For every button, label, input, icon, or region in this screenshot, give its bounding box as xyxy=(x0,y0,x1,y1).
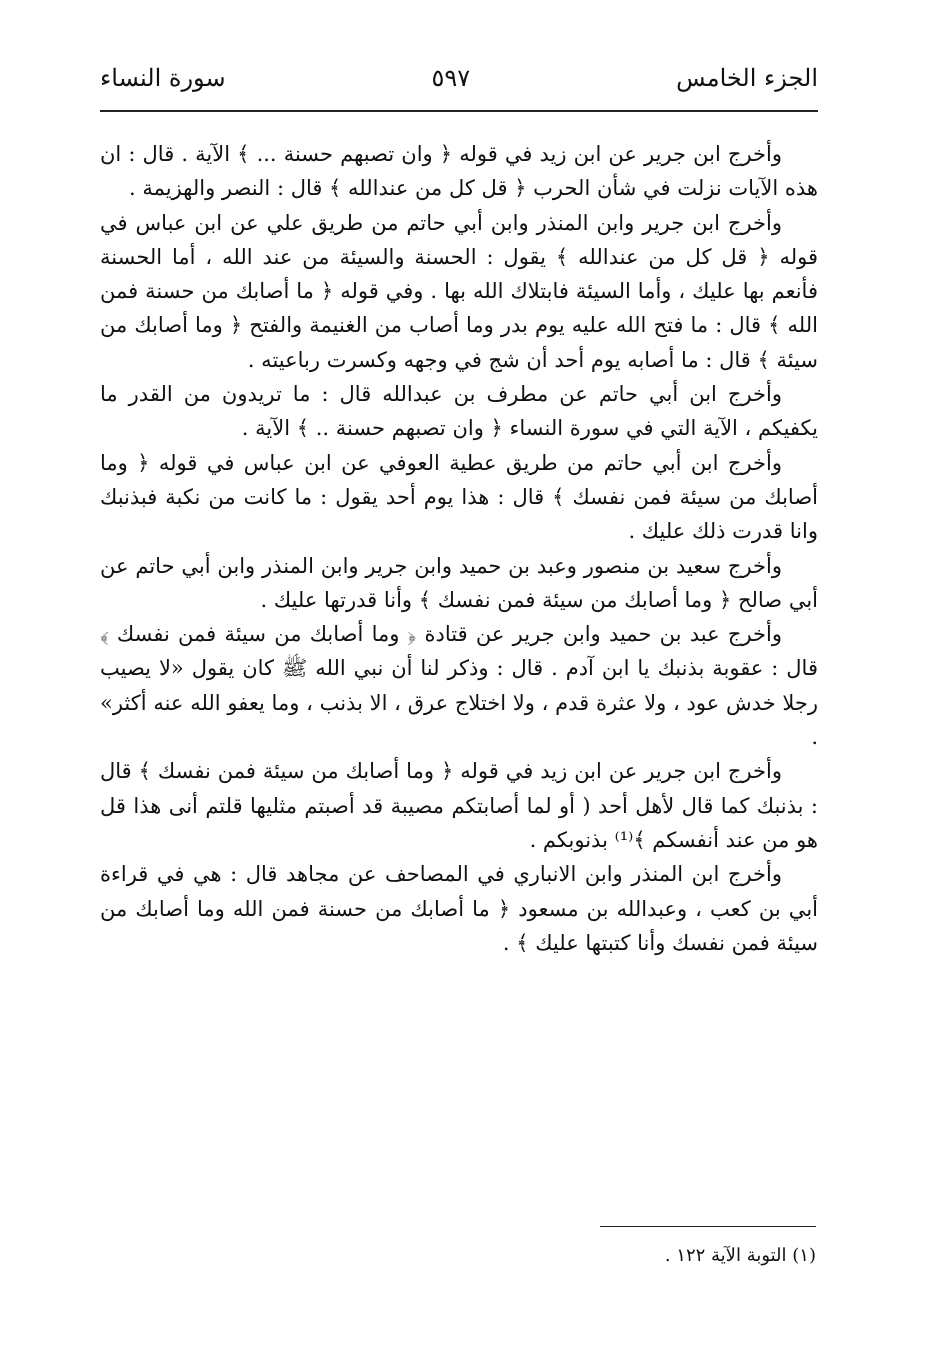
header-divider xyxy=(100,110,818,112)
header-volume: الجزء الخامس xyxy=(676,64,818,92)
running-header xyxy=(100,56,818,100)
body-text xyxy=(100,137,818,960)
paragraph: وأخرج سعيد بن منصور وعبد بن حميد وابن جرير وابن المنذر وابن أبي حاتم عن أبي صالح ﴿ وما أصابك من سيئة فمن نفسك ﴾ وأنا قدرتها عليك . xyxy=(100,553,818,612)
paragraph: وأخرج ابن جرير عن ابن زيد في قوله ﴿ وان تصبهم حسنة ... ﴾ الآية . قال : ان هذه الآيات نزلت في شأن الحرب ﴿ قل كل من عندالله ﴾ قال : النصر والهزيمة . xyxy=(100,142,818,201)
paragraph: وأخرج ابن جرير وابن المنذر وابن أبي حاتم من طريق علي عن ابن عباس في قوله ﴿ قل كل من عندالله ﴾ يقول : الحسنة والسيئة من عند الله ، أما الحسنة فأنعم بها عليك ، وأما السيئة فابتلاك الله بها . وفي قوله ﴿ ما أصابك من حسنة فمن الله ﴾ قال : ما فتح الله عليه يوم بدر وما أصاب من الغنيمة والفتح ﴿ وما أصابك من سيئة ﴾ قال : ما أصابه يوم أحد أن شج في وجهه وكسرت رباعيته . xyxy=(100,210,818,372)
paragraph: وأخرج ابن أبي حاتم عن مطرف بن عبدالله قال : ما تريدون من القدر ما يكفيكم ، الآية التي في سورة النساء ﴿ وان تصبهم حسنة .. ﴾ الآية . xyxy=(100,382,818,441)
header-surah: سورة النساء xyxy=(100,64,226,92)
header-page-number: ٥٩٧ xyxy=(431,64,471,92)
paragraph: وأخرج ابن جرير عن ابن زيد في قوله ﴿ وما أصابك من سيئة فمن نفسك ﴾ قال : بذنبك كما قال لأهل أحد ( أو لما أصابتكم مصيبة قد أصبتم مثليها قلتم أنى هذا قل هو من عند أنفسكم ﴾⁽¹⁾ بذنوبكم . xyxy=(100,759,818,852)
paragraph: وأخرج عبد بن حميد وابن جرير عن قتادة ﴿ وما أصابك من سيئة فمن نفسك ﴾ قال : عقوبة بذنبك يا ابن آدم . قال : وذكر لنا أن نبي الله ﷺ كان يقول «لا يصيب رجلا خدش عود ، ولا عثرة قدم ، ولا اختلاج عرق ، الا بذنب ، وما يعفو الله عنه أكثر» . xyxy=(100,622,818,750)
paragraph: وأخرج ابن المنذر وابن الانباري في المصاحف عن مجاهد قال : هي في قراءة أبي بن كعب ، وعبدالله بن مسعود ﴿ ما أصابك من حسنة فمن الله وما أصابك من سيئة فمن نفسك وأنا كتبتها عليك ﴾ . xyxy=(100,862,818,955)
paragraph: وأخرج ابن أبي حاتم من طريق عطية العوفي عن ابن عباس في قوله ﴿ وما أصابك من سيئة فمن نفسك ﴾ قال : هذا يوم أحد يقول : ما كانت من نكبة فبذنبك وانا قدرت ذلك عليك . xyxy=(100,450,818,544)
footnote: (١) التوبة الآية ١٢٢ . xyxy=(664,1245,816,1266)
footnote-divider xyxy=(600,1226,816,1227)
